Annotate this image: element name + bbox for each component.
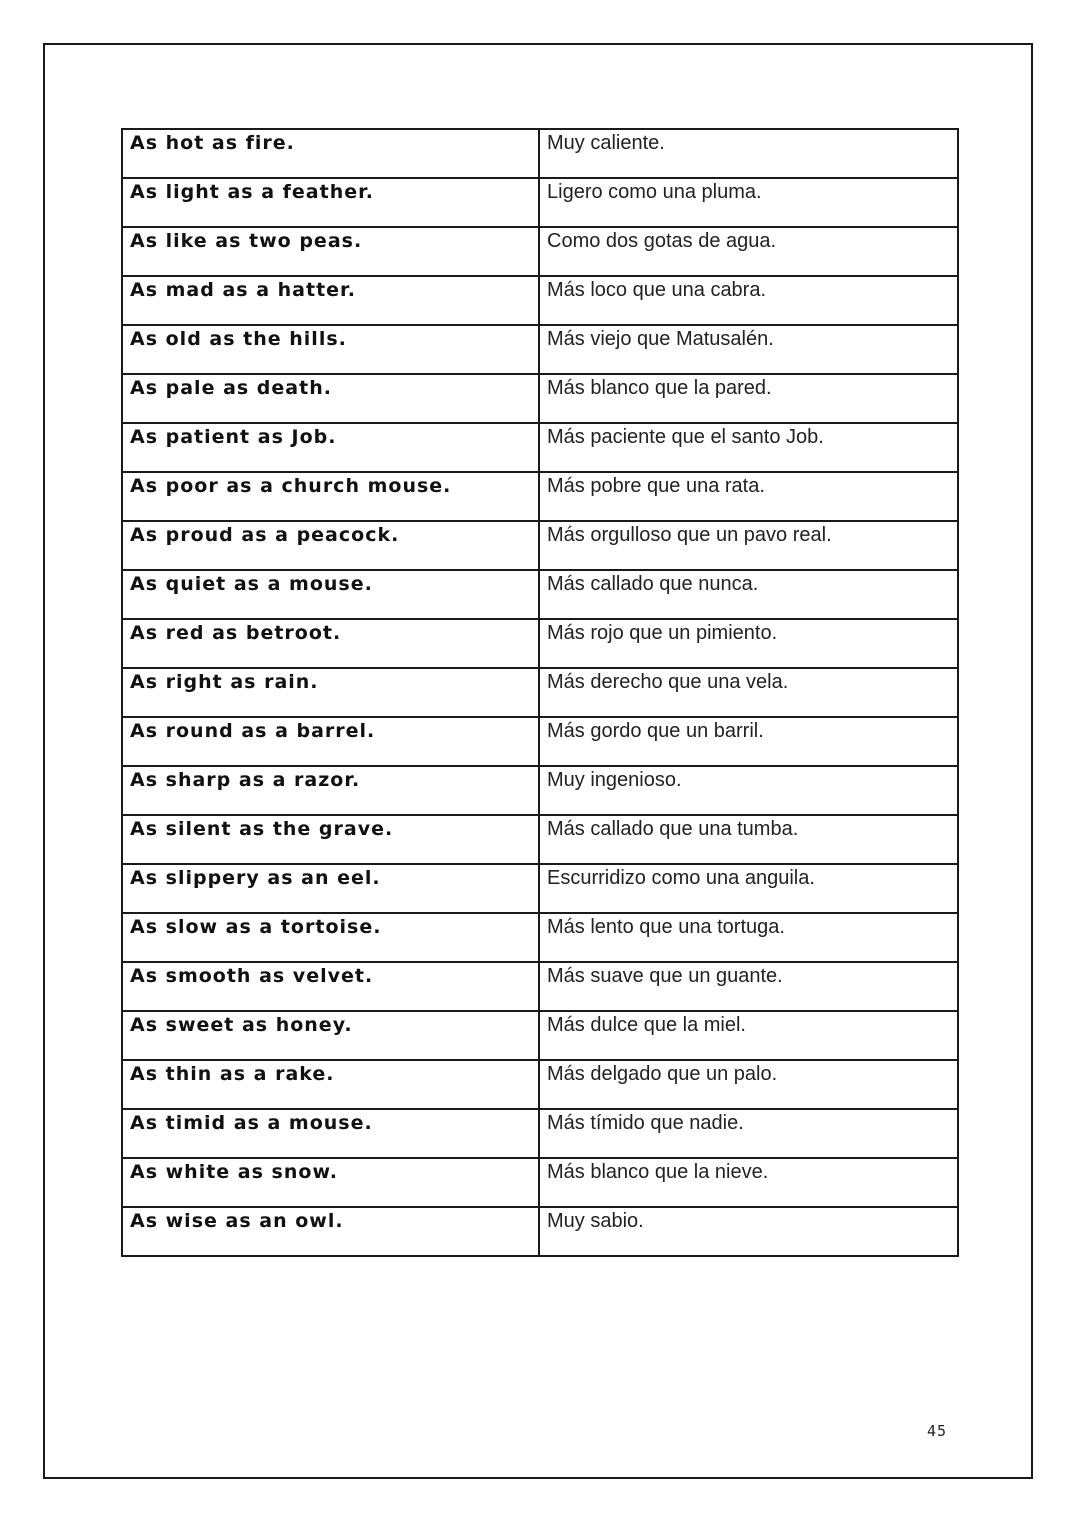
table-row — [122, 374, 958, 423]
table-row — [122, 619, 958, 668]
english-idiom: As silent as the grave. — [122, 815, 539, 864]
english-idiom: As sharp as a razor. — [122, 766, 539, 815]
table-row — [122, 962, 958, 1011]
idiom-table — [121, 128, 959, 1257]
spanish-translation: Ligero como una pluma. — [539, 178, 958, 227]
table-row — [122, 815, 958, 864]
spanish-translation: Muy ingenioso. — [539, 766, 958, 815]
spanish-translation: Muy sabio. — [539, 1207, 958, 1256]
english-idiom: As smooth as velvet. — [122, 962, 539, 1011]
spanish-translation: Más blanco que la nieve. — [539, 1158, 958, 1207]
english-idiom: As hot as fire. — [122, 129, 539, 178]
table-row — [122, 913, 958, 962]
table-row — [122, 1158, 958, 1207]
english-idiom: As poor as a church mouse. — [122, 472, 539, 521]
spanish-translation: Más tímido que nadie. — [539, 1109, 958, 1158]
english-idiom: As round as a barrel. — [122, 717, 539, 766]
table-row — [122, 1011, 958, 1060]
spanish-translation: Muy caliente. — [539, 129, 958, 178]
english-idiom: As light as a feather. — [122, 178, 539, 227]
english-idiom: As wise as an owl. — [122, 1207, 539, 1256]
spanish-translation: Más derecho que una vela. — [539, 668, 958, 717]
table-row — [122, 423, 958, 472]
spanish-translation: Más delgado que un palo. — [539, 1060, 958, 1109]
english-idiom: As proud as a peacock. — [122, 521, 539, 570]
table-row — [122, 472, 958, 521]
english-idiom: As old as the hills. — [122, 325, 539, 374]
spanish-translation: Más viejo que Matusalén. — [539, 325, 958, 374]
spanish-translation: Más rojo que un pimiento. — [539, 619, 958, 668]
table-row — [122, 1109, 958, 1158]
spanish-translation: Más lento que una tortuga. — [539, 913, 958, 962]
english-idiom: As slow as a tortoise. — [122, 913, 539, 962]
english-idiom: As quiet as a mouse. — [122, 570, 539, 619]
english-idiom: As slippery as an eel. — [122, 864, 539, 913]
english-idiom: As right as rain. — [122, 668, 539, 717]
spanish-translation: Más suave que un guante. — [539, 962, 958, 1011]
table-row — [122, 717, 958, 766]
table-row — [122, 570, 958, 619]
table-row — [122, 178, 958, 227]
table-row — [122, 668, 958, 717]
spanish-translation: Escurridizo como una anguila. — [539, 864, 958, 913]
table-row — [122, 521, 958, 570]
spanish-translation: Más pobre que una rata. — [539, 472, 958, 521]
spanish-translation: Más paciente que el santo Job. — [539, 423, 958, 472]
english-idiom: As red as betroot. — [122, 619, 539, 668]
english-idiom: As like as two peas. — [122, 227, 539, 276]
table-row — [122, 1207, 958, 1256]
english-idiom: As patient as Job. — [122, 423, 539, 472]
spanish-translation: Más dulce que la miel. — [539, 1011, 958, 1060]
spanish-translation: Más callado que nunca. — [539, 570, 958, 619]
spanish-translation: Más loco que una cabra. — [539, 276, 958, 325]
table-row — [122, 325, 958, 374]
spanish-translation: Más orgulloso que un pavo real. — [539, 521, 958, 570]
page-number: 45 — [927, 1422, 948, 1440]
table-row — [122, 1060, 958, 1109]
english-idiom: As pale as death. — [122, 374, 539, 423]
table-row — [122, 276, 958, 325]
english-idiom: As sweet as honey. — [122, 1011, 539, 1060]
idiom-table-body — [122, 129, 958, 1256]
table-row — [122, 227, 958, 276]
english-idiom: As mad as a hatter. — [122, 276, 539, 325]
spanish-translation: Más gordo que un barril. — [539, 717, 958, 766]
table-row — [122, 129, 958, 178]
table-row — [122, 766, 958, 815]
table-row — [122, 864, 958, 913]
english-idiom: As timid as a mouse. — [122, 1109, 539, 1158]
spanish-translation: Más blanco que la pared. — [539, 374, 958, 423]
spanish-translation: Más callado que una tumba. — [539, 815, 958, 864]
english-idiom: As thin as a rake. — [122, 1060, 539, 1109]
spanish-translation: Como dos gotas de agua. — [539, 227, 958, 276]
english-idiom: As white as snow. — [122, 1158, 539, 1207]
